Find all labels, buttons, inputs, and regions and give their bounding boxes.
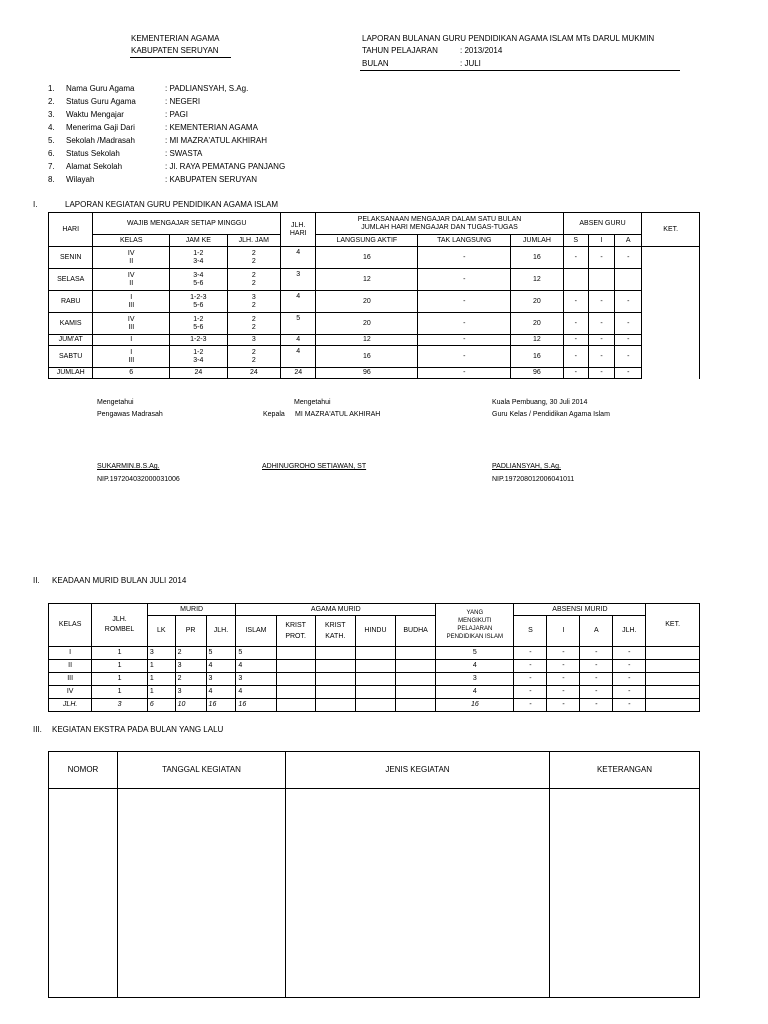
identity-no: 7. [48,162,55,171]
identity-value: : KABUPATEN SERUYAN [165,175,258,184]
mid-signer-name: ADHINUGROHO SETIAWAN, ST [262,463,367,470]
right-place-date: Kuala Pembuang, 30 Juli 2014 [492,399,588,406]
regency-label: KABUPATEN SERUYAN [131,46,219,55]
col-jam-ke: JAM KE [170,235,228,247]
col-jenis: JENIS KEGIATAN [286,752,550,789]
mid-known: Mengetahui [294,399,331,406]
identity-no: 6. [48,149,55,158]
table-row: IV 1 1 3 4 4 4 - - - - [49,686,700,699]
table-total-row: JUMLAH 6 24 24 24 96 - 96 - - - [49,368,700,379]
year-label: TAHUN PELAJARAN [362,46,438,55]
col-i: I [547,616,580,647]
col-jumlah: JUMLAH [511,235,564,247]
identity-label: Status Sekolah [66,149,120,158]
header-underline [360,70,680,71]
identity-value: : KEMENTERIAN AGAMA [165,123,258,132]
col-jlh: JLH. [206,616,236,647]
identity-no: 8. [48,175,55,184]
col-pr: PR [175,616,206,647]
col-tanggal: TANGGAL KEGIATAN [118,752,286,789]
col-absen: ABSEN GURU [563,213,642,235]
table-row: III 1 1 2 3 3 3 - - - - [49,673,700,686]
right-role: Guru Kelas / Pendidikan Agama Islam [492,411,610,418]
col-keterangan: KETERANGAN [550,752,700,789]
mid-role: MI MAZRA'ATUL AKHIRAH [295,411,381,418]
col-mengikuti: YANG MENGIKUTI PELAJARAN PENDIDIKAN ISLAM [436,604,514,647]
identity-label: Status Guru Agama [66,97,136,106]
teaching-table [48,212,700,379]
identity-no: 3. [48,110,55,119]
identity-label: Menerima Gaji Dari [66,123,135,132]
col-jlh-hari: JLH. HARI [281,213,316,247]
identity-value: : PADLIANSYAH, S.Ag. [165,84,249,93]
ministry-label: KEMENTERIAN AGAMA [131,34,220,43]
col-krist-kath: KRIST KATH. [315,616,355,647]
col-tak-langsung: TAK LANGSUNG [418,235,511,247]
col-wajib: WAJIB MENGAJAR SETIAP MINGGU [93,213,281,235]
report-title: LAPORAN BULANAN GURU PENDIDIKAN AGAMA ISLAM MTs DARUL MUKMIN [362,34,655,43]
section1-num: I. [33,200,38,209]
left-signer-name: SUKARMIN.B.S.Ag. [97,463,160,470]
identity-no: 4. [48,123,55,132]
month-value: : JULI [460,59,481,68]
col-ket: KET. [642,213,700,247]
col-a: A [615,235,642,247]
col-jlh-rombel: JLH. ROMBEL [92,604,148,647]
section2-num: II. [33,576,40,585]
col-a: A [580,616,613,647]
regency-underline [130,57,231,58]
identity-label: Waktu Mengajar [66,110,124,119]
col-budha: BUDHA [396,616,436,647]
col-absensi: ABSENSI MURID [514,604,646,616]
col-absensi-jlh: JLH. [613,616,646,647]
col-lk: LK [147,616,175,647]
activities-table [48,751,700,998]
year-value: : 2013/2014 [460,46,503,55]
table-row: JUM'AT I 1-2-3 3 4 12 - 12 - - - [49,335,700,346]
table-row: SENIN IV II 1-2 3-4 2 2 4 16 - 16 - - - [49,247,700,269]
table-row: SELASA IV II 3-4 5-6 2 2 3 12 - 12 [49,269,700,291]
identity-label: Wilayah [66,175,95,184]
col-hindu: HINDU [355,616,395,647]
identity-value: : NEGERI [165,97,201,106]
col-langsung: LANGSUNG AKTIF [316,235,418,247]
right-signer-name: PADLIANSYAH, S.Ag. [492,463,561,470]
col-krist-prot: KRIST PROT. [276,616,315,647]
students-table [48,603,700,712]
col-murid: MURID [147,604,236,616]
identity-value: : MI MAZRA'ATUL AKHIRAH [165,136,267,145]
section3-num: III. [33,725,42,734]
left-signer-nip: NIP.197204032000031006 [97,476,180,483]
section3-title: KEGIATAN EKSTRA PADA BULAN YANG LALU [52,725,224,734]
mid-role-prefix: Kepala [263,411,285,418]
identity-no: 2. [48,97,55,106]
col-agama: AGAMA MURID [236,604,436,616]
table-row: II 1 1 3 4 4 4 - - - - [49,660,700,673]
month-label: BULAN [362,59,389,68]
col-ket: KET. [646,604,700,647]
col-kelas: KELAS [93,235,170,247]
table-total-row: JLH. 3 6 10 16 16 16 - - - - [49,699,700,712]
col-s: S [563,235,588,247]
col-s: S [514,616,547,647]
table-row: I 1 3 2 5 5 5 - - - - [49,647,700,660]
table-row: RABU I III 1-2-3 5-6 3 2 4 20 - 20 - - - [49,291,700,313]
col-nomor: NOMOR [49,752,118,789]
identity-value: : Jl. RAYA PEMATANG PANJANG [165,162,286,171]
identity-label: Nama Guru Agama [66,84,135,93]
identity-label: Sekolah /Madrasah [66,136,135,145]
left-known: Mengetahui [97,399,134,406]
col-jlh-jam: JLH. JAM [227,235,280,247]
col-islam: ISLAM [236,616,276,647]
col-pelaksanaan: PELAKSANAAN MENGAJAR DALAM SATU BULAN JUMLAH HARI MENGAJAR DAN TUGAS-TUGAS [316,213,563,235]
identity-no: 1. [48,84,55,93]
identity-value: : SWASTA [165,149,203,158]
identity-label: Alamat Sekolah [66,162,123,171]
section1-title: LAPORAN KEGIATAN GURU PENDIDIKAN AGAMA ISLAM [65,200,279,209]
section2-title: KEADAAN MURID BULAN JULI 2014 [52,576,187,585]
right-signer-nip: NIP.197208012006041011 [492,476,575,483]
col-i: I [588,235,614,247]
col-hari: HARI [49,213,93,247]
identity-no: 5. [48,136,55,145]
left-role: Pengawas Madrasah [97,411,163,418]
table-row: KAMIS IV III 1-2 5-6 2 2 5 20 - 20 - - - [49,313,700,335]
table-row: SABTU I III 1-2 3-4 2 2 4 16 - 16 - - - [49,346,700,368]
identity-value: : PAGI [165,110,188,119]
table-row [49,789,700,998]
col-kelas: KELAS [49,604,92,647]
